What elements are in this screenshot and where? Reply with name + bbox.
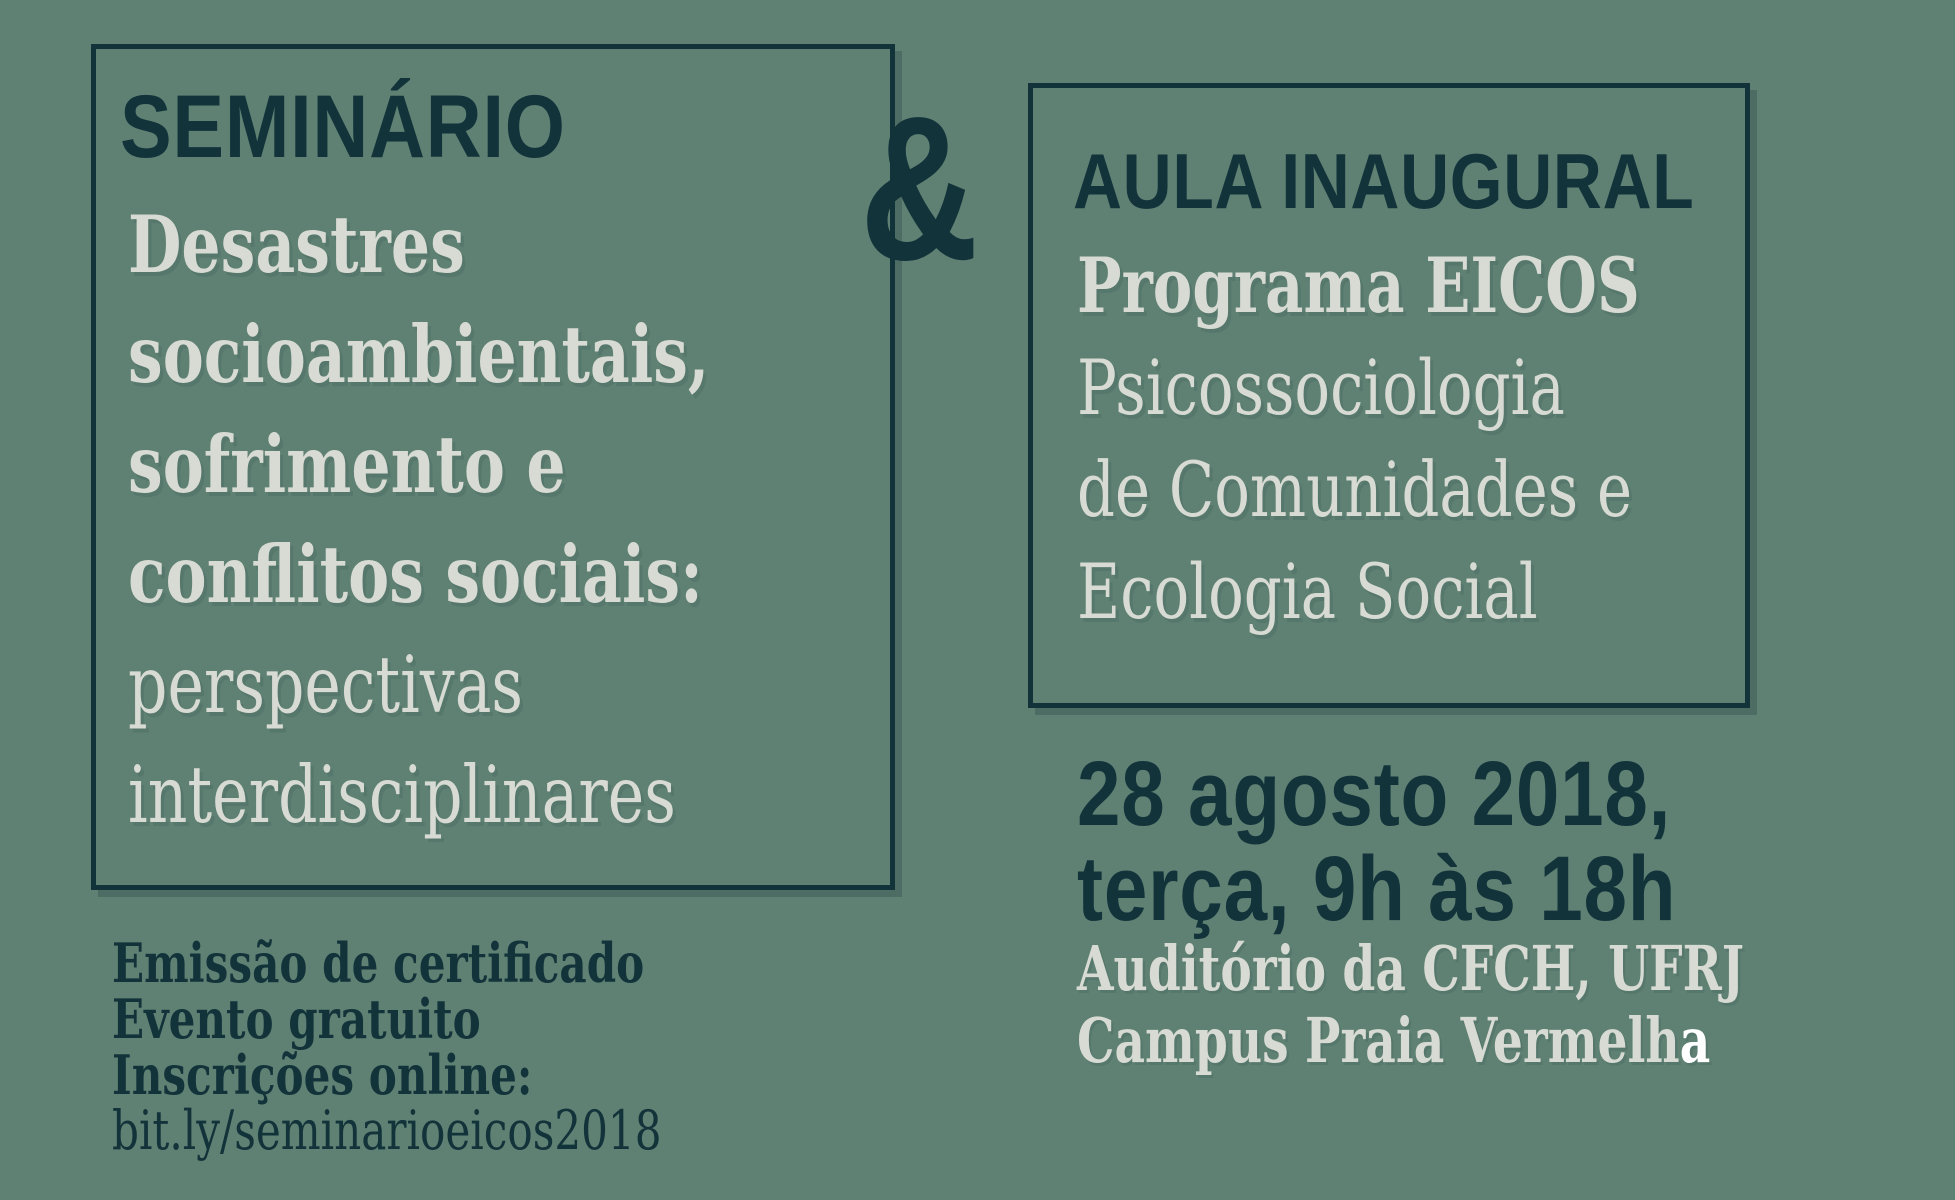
program-line: Psicossociologia xyxy=(1077,343,1565,432)
venue-campus-text: Campus Praia Vermelh xyxy=(1077,1004,1680,1077)
registration-link: bit.ly/seminarioeicos2018 xyxy=(112,1099,662,1162)
seminar-title xyxy=(128,190,709,850)
seminar-title-line: conflitos sociais: xyxy=(128,528,703,621)
venue-campus xyxy=(1077,1004,1711,1077)
seminar-kicker: SEMINÁRIO xyxy=(120,76,566,176)
event-time: terça, 9h às 18h xyxy=(1077,838,1677,940)
event-date: 28 agosto 2018, xyxy=(1077,743,1672,845)
registration-note: Inscrições online: xyxy=(112,1043,533,1107)
seminar-title-line: socioambientais, xyxy=(128,308,710,401)
program-line: Ecologia Social xyxy=(1077,547,1538,636)
ampersand-glyph: & xyxy=(860,74,979,303)
registration-info xyxy=(112,931,662,1162)
free-event-note: Evento gratuito xyxy=(112,987,481,1051)
venue-campus-accent-letter: a xyxy=(1679,1004,1711,1077)
program-name: Programa EICOS xyxy=(1077,241,1640,330)
aula-kicker: AULA INAUGURAL xyxy=(1073,137,1695,225)
seminar-title-line: sofrimento e xyxy=(128,418,566,511)
certificate-note: Emissão de certificado xyxy=(112,931,645,995)
program-line: de Comunidades e xyxy=(1077,445,1633,534)
venue-auditorium: Auditório da CFCH, UFRJ xyxy=(1077,932,1745,1005)
seminar-subtitle-line: perspectivas xyxy=(128,639,524,731)
program-title xyxy=(1077,235,1640,643)
seminar-subtitle-line: interdisciplinares xyxy=(128,749,676,841)
seminar-title-line: Desastres xyxy=(128,198,465,291)
